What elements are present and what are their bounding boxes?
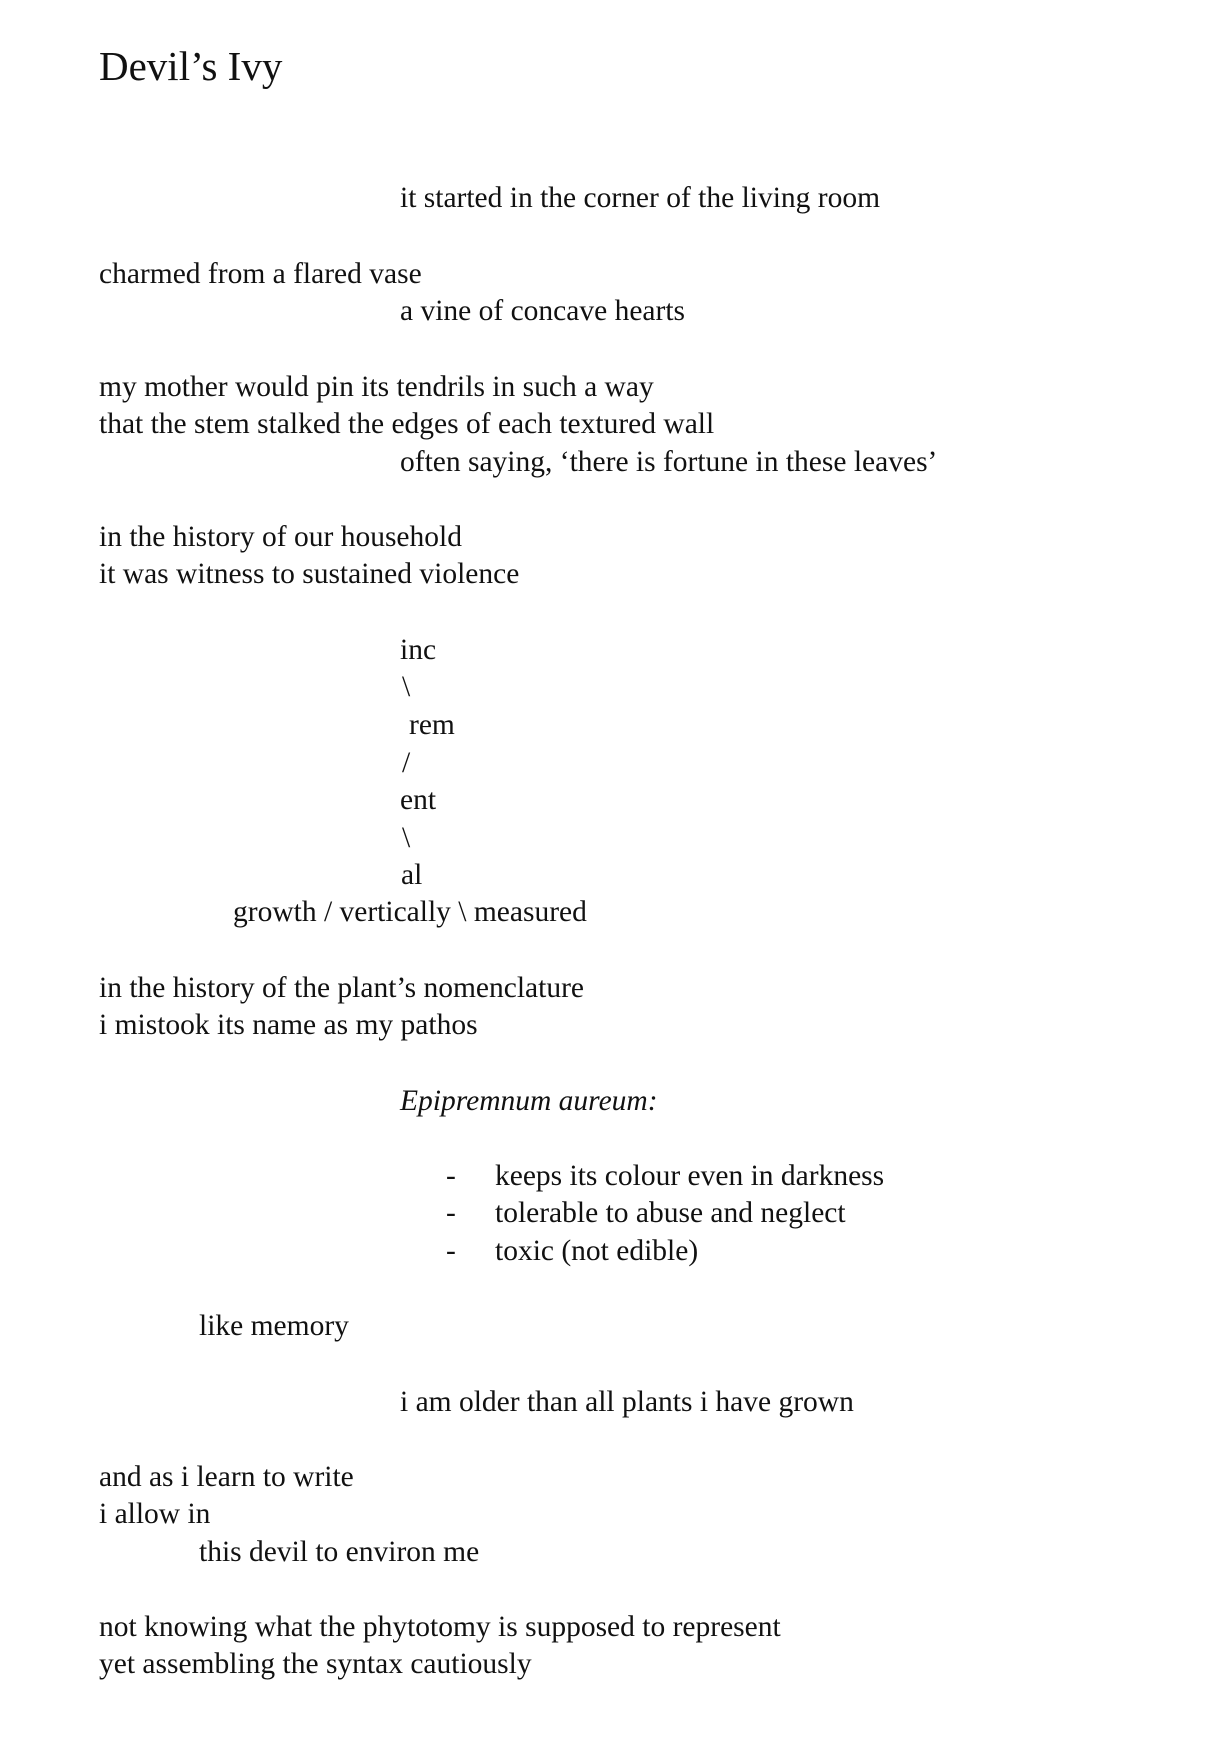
poem-line: yet assembling the syntax cautiously (99, 1648, 532, 1680)
poem-line: my mother would pin its tendrils in such a way (99, 371, 654, 403)
species-name: Epipremnum aureum: (400, 1085, 658, 1117)
poem-line: i mistook its name as my pathos (99, 1009, 478, 1041)
poem-line: a vine of concave hearts (400, 295, 686, 327)
poem-title: Devil’s Ivy (99, 43, 283, 89)
vertical-word-fragment: ent (400, 784, 437, 816)
poem-line: in the history of our household (99, 521, 462, 553)
poem-line: that the stem stalked the edges of each textured wall (99, 408, 715, 440)
vertical-word-fragment: al (401, 859, 423, 891)
poem-line: not knowing what the phytotomy is supposed to represent (99, 1611, 781, 1643)
vertical-word-fragment: rem (409, 709, 455, 741)
vertical-word-slash: / (402, 747, 411, 779)
vertical-word-slash: \ (402, 671, 411, 703)
poem-line: it was witness to sustained violence (99, 558, 520, 590)
poem-line: in the history of the plant’s nomenclature (99, 972, 584, 1004)
list-item: tolerable to abuse and neglect (495, 1197, 846, 1229)
vertical-word-fragment: inc (400, 634, 437, 666)
vertical-word-slash: \ (402, 822, 411, 854)
poem-line: like memory (199, 1310, 349, 1342)
list-bullet: - (446, 1160, 456, 1192)
list-item: keeps its colour even in darkness (495, 1160, 885, 1192)
poem-line: and as i learn to write (99, 1461, 354, 1493)
poem-line: growth / vertically \ measured (233, 896, 587, 928)
poem-line: it started in the corner of the living room (400, 182, 881, 214)
list-bullet: - (446, 1235, 456, 1267)
list-bullet: - (446, 1197, 456, 1229)
poem-line: i am older than all plants i have grown (400, 1386, 854, 1418)
poem-line: i allow in (99, 1498, 211, 1530)
poem-line: often saying, ‘there is fortune in these leaves’ (400, 446, 938, 478)
list-item: toxic (not edible) (495, 1235, 699, 1267)
poem-line: this devil to environ me (199, 1536, 480, 1568)
poem-line: charmed from a flared vase (99, 258, 422, 290)
